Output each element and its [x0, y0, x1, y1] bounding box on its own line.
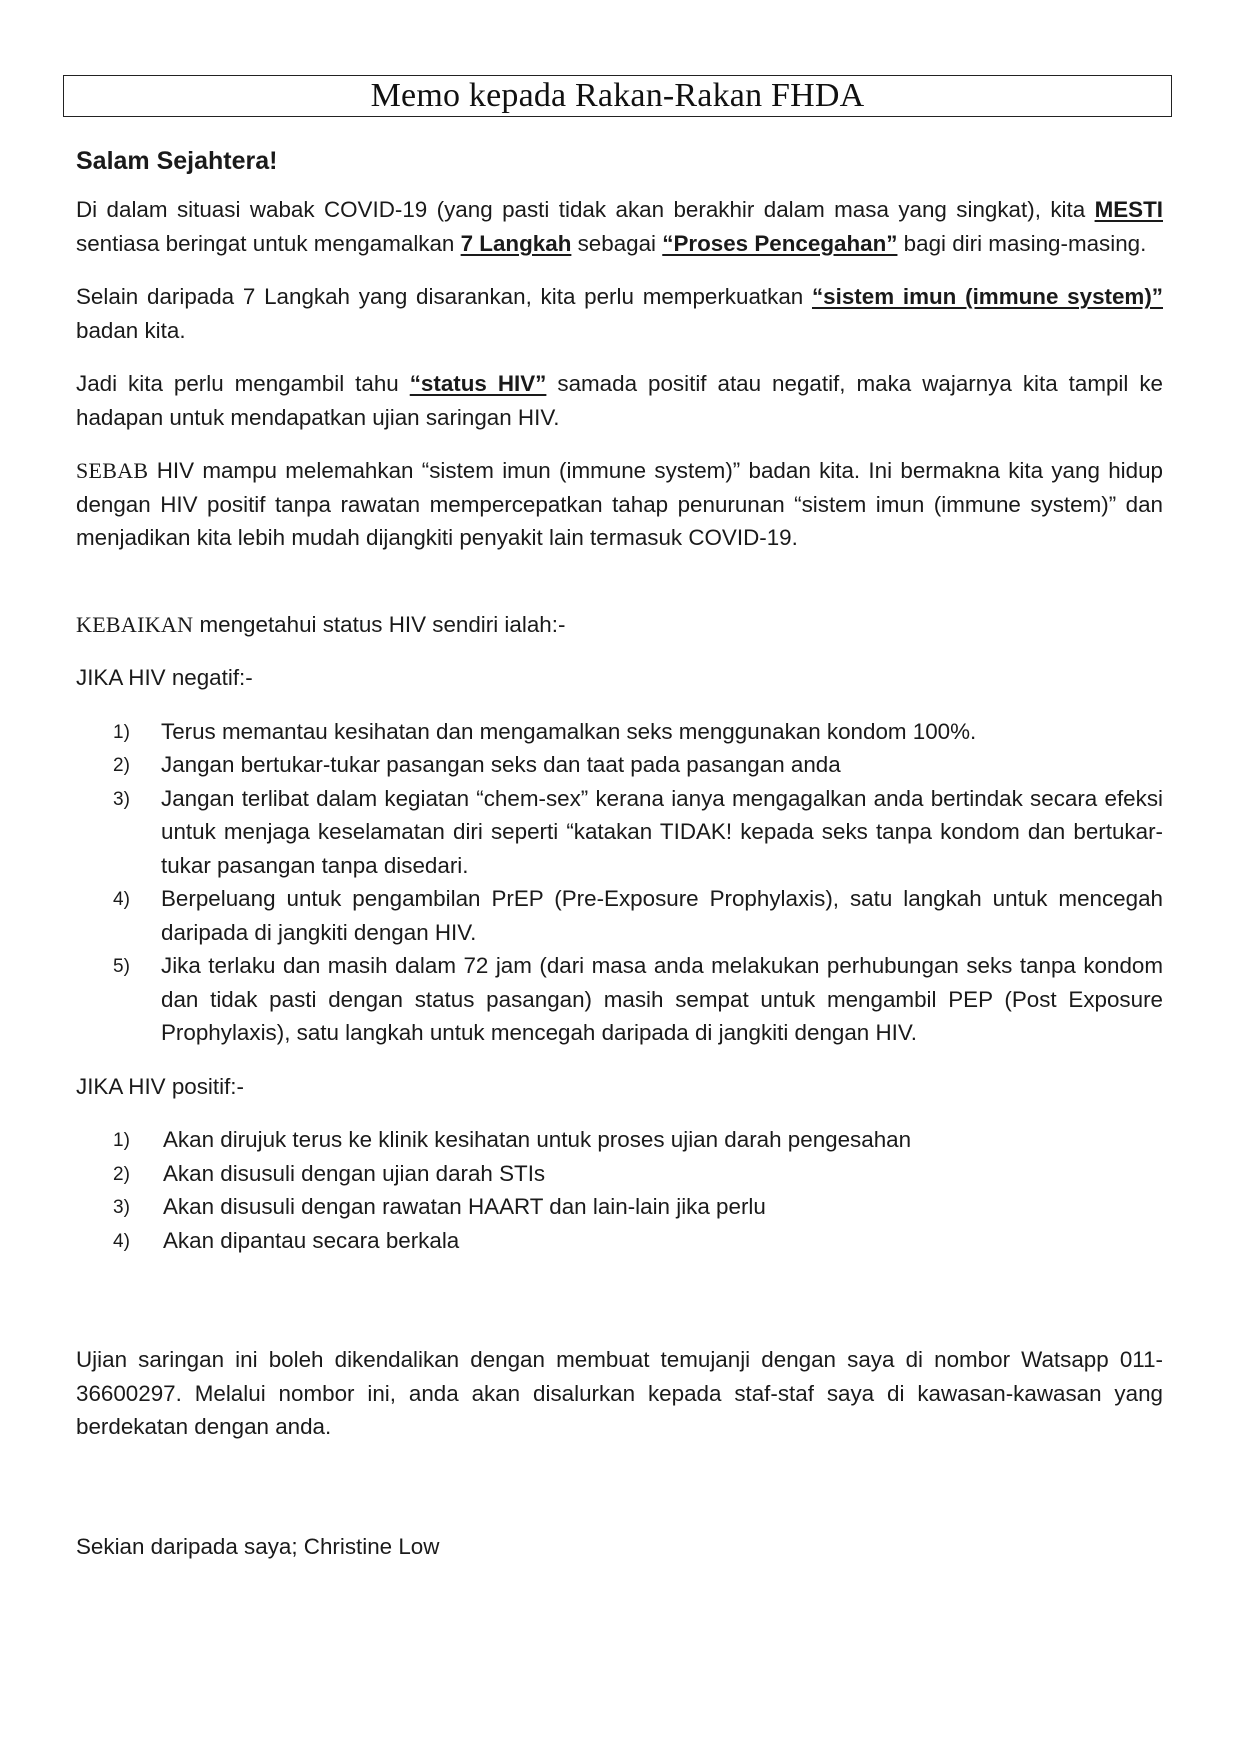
- positive-heading: JIKA HIV positif:-: [76, 1073, 244, 1099]
- title-box: [63, 75, 1172, 117]
- list-number: 3): [113, 788, 130, 810]
- list-text: Jangan bertukar-tukar pasangan seks dan taat pada pasangan anda: [161, 752, 841, 777]
- text-run: sentiasa beringat untuk mengamalkan: [76, 230, 461, 256]
- list-number: 2): [113, 1163, 130, 1185]
- list-item: [76, 715, 1163, 749]
- memo-body: [76, 140, 1163, 1563]
- page-title: Memo kepada Rakan-Rakan FHDA: [370, 77, 865, 114]
- emphasis-7-langkah: 7 Langkah: [460, 230, 572, 256]
- greeting: Salam Sejahtera!: [76, 147, 278, 175]
- list-text: Akan dirujuk terus ke klinik kesihatan untuk proses ujian darah pengesahan: [163, 1127, 912, 1152]
- list-text: Akan disusuli dengan ujian darah STIs: [163, 1160, 546, 1186]
- list-text: Akan disusuli dengan rawatan HAART dan lain-lain jika perlu: [163, 1194, 766, 1219]
- list-number: 5): [113, 956, 130, 977]
- list-text: Terus memantau kesihatan dan mengamalkan seks menggunakan kondom 100%.: [161, 718, 977, 744]
- text-run: sebagai: [571, 230, 663, 256]
- text-run: HIV mampu melemahkan “sistem imun (immune system)” badan kita. Ini bermakna kita yang hidup dengan HIV positif tanpa rawatan mempercepatkan tahap penurunan “sistem imun (immune system)” dan menjadikan kita lebih mudah dijangkiti penyakit lain termasuk COVID-19.: [76, 458, 1163, 550]
- text-run: badan kita.: [76, 317, 186, 343]
- list-number: 4): [113, 889, 130, 910]
- emphasis-mesti: MESTI: [1094, 197, 1163, 222]
- paragraph-immune: [76, 280, 1163, 347]
- paragraph-covid: [76, 193, 1163, 260]
- list-item: [76, 949, 1163, 1050]
- positive-list: [76, 1123, 1163, 1257]
- emphasis-proses-pencegahan: “Proses Pencegahan”: [662, 230, 898, 256]
- list-item: [76, 1123, 1163, 1157]
- emphasis-sistem-imun: “sistem imun (immune system)”: [811, 284, 1163, 309]
- emphasis-status-hiv: “status HIV”: [409, 371, 547, 396]
- list-text: Jika terlaku dan masih dalam 72 jam (dari masa anda melakukan perhubungan seks tanpa kondom dan tidak pasti dengan status pasangan) masih sempat untuk mengambil PEP (Post Exposure Prophylaxis), satu langkah untuk mencegah daripada di jangkiti dengan HIV.: [161, 953, 1163, 1045]
- closing-paragraph: Ujian saringan ini boleh dikendalikan dengan membuat temujanji dengan saya di nombor Watsapp 011-36600297. Melalui nombor ini, anda akan disalurkan kepada staf-staf saya di kawasan-kawasan yang berdekatan dengan anda.: [76, 1347, 1163, 1439]
- kebaikan-label: KEBAIKAN: [76, 611, 194, 637]
- text-run: Selain daripada 7 Langkah yang disarankan, kita perlu memperkuatkan: [76, 284, 812, 309]
- list-item: [76, 1190, 1163, 1224]
- list-item: [76, 882, 1163, 949]
- text-run: bagi diri masing-masing.: [897, 230, 1147, 256]
- text-run: mengetahui status HIV sendiri ialah:-: [193, 611, 566, 637]
- negative-list: [76, 715, 1163, 1050]
- list-number: 4): [113, 1230, 130, 1252]
- sebab-label: SEBAB: [76, 458, 149, 483]
- list-item: [76, 1224, 1163, 1258]
- signoff: Sekian daripada saya; Christine Low: [76, 1533, 440, 1559]
- list-number: 3): [113, 1197, 130, 1218]
- negative-heading: JIKA HIV negatif:-: [76, 665, 253, 690]
- list-text: Akan dipantau secara berkala: [163, 1227, 460, 1253]
- list-item: [76, 1157, 1163, 1191]
- paragraph-sebab: [76, 454, 1163, 555]
- text-run: Di dalam situasi wabak COVID-19 (yang pasti tidak akan berakhir dalam masa yang singkat), kita: [76, 197, 1095, 222]
- text-run: samada positif atau negatif, maka wajarnya kita tampil ke hadapan untuk mendapatkan ujian saringan HIV.: [76, 371, 1164, 430]
- list-text: Berpeluang untuk pengambilan PrEP (Pre-Exposure Prophylaxis), satu langkah untuk mencegah daripada di jangkiti dengan HIV.: [161, 886, 1163, 945]
- list-item: [76, 782, 1163, 883]
- list-item: [76, 748, 1163, 782]
- list-number: 2): [113, 755, 130, 776]
- paragraph-kebaikan: [76, 608, 1163, 642]
- list-text: Jangan terlibat dalam kegiatan “chem-sex” kerana ianya mengagalkan anda bertindak secara efeksi untuk menjaga keselamatan diri seperti “katakan TIDAK! kepada seks tanpa kondom dan bertukar-tukar pasangan tanpa disedari.: [161, 785, 1163, 878]
- list-number: 1): [113, 721, 130, 743]
- list-number: 1): [113, 1130, 130, 1151]
- text-run: Jadi kita perlu mengambil tahu: [76, 371, 410, 396]
- paragraph-status: [76, 367, 1163, 434]
